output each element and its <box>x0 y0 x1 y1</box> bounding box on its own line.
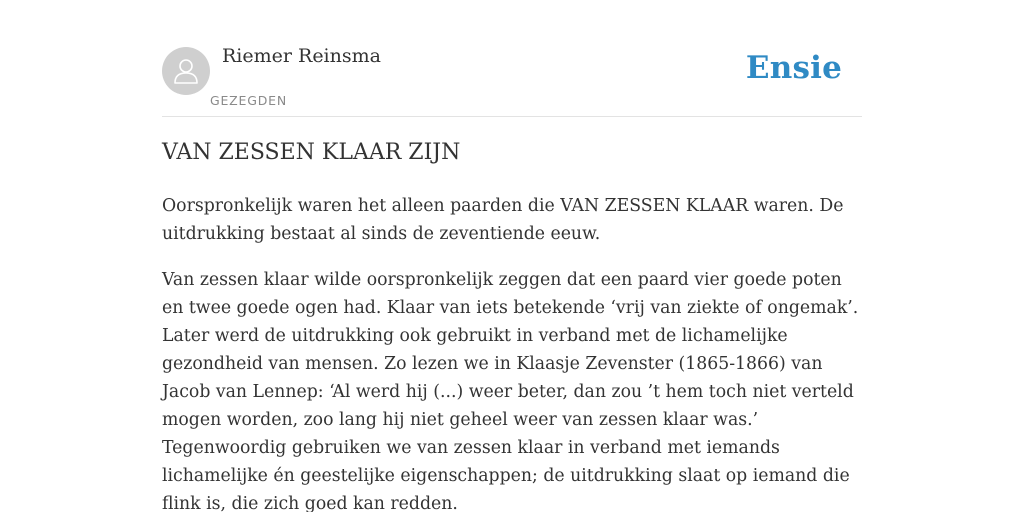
article-body <box>162 192 862 512</box>
article-paragraph: Van zessen klaar wilde oorspronkelijk zeggen dat een paard vier goede poten en twee goede ogen had. Klaar van iets betekende ‘vrij van ziekte of ongemak’. Later werd de uitdrukking ook gebruikt in verband met de lichamelijke gezondheid van mensen. Zo lezen we in Klaasje Zevenster (1865-1866) van Jacob van Lennep: ‘Al werd hij (...) weer beter, dan zou ’t hem toch niet verteld mogen worden, zoo lang hij niet geheel weer van zessen klaar was.’ Tegenwoordig gebruiken we van zessen klaar in verband met iemands lichamelijke én geestelijke eigenschappen; de uitdrukking slaat op iemand die flink is, die zich goed kan redden. <box>162 270 859 512</box>
author-name[interactable]: Riemer Reinsma <box>222 45 381 67</box>
category-label[interactable]: GEZEGDEN <box>210 93 288 108</box>
user-icon <box>171 56 201 86</box>
article-paragraph: Oorspronkelijk waren het alleen paarden die VAN ZESSEN KLAAR waren. De uitdrukking bestaat al sinds de zeventiende eeuw. <box>162 196 844 244</box>
article-title: VAN ZESSEN KLAAR ZIJN <box>162 140 461 165</box>
header <box>162 0 862 117</box>
avatar[interactable] <box>162 47 210 95</box>
ensie-logo[interactable]: Ensie <box>745 50 842 86</box>
content-container <box>162 0 862 512</box>
